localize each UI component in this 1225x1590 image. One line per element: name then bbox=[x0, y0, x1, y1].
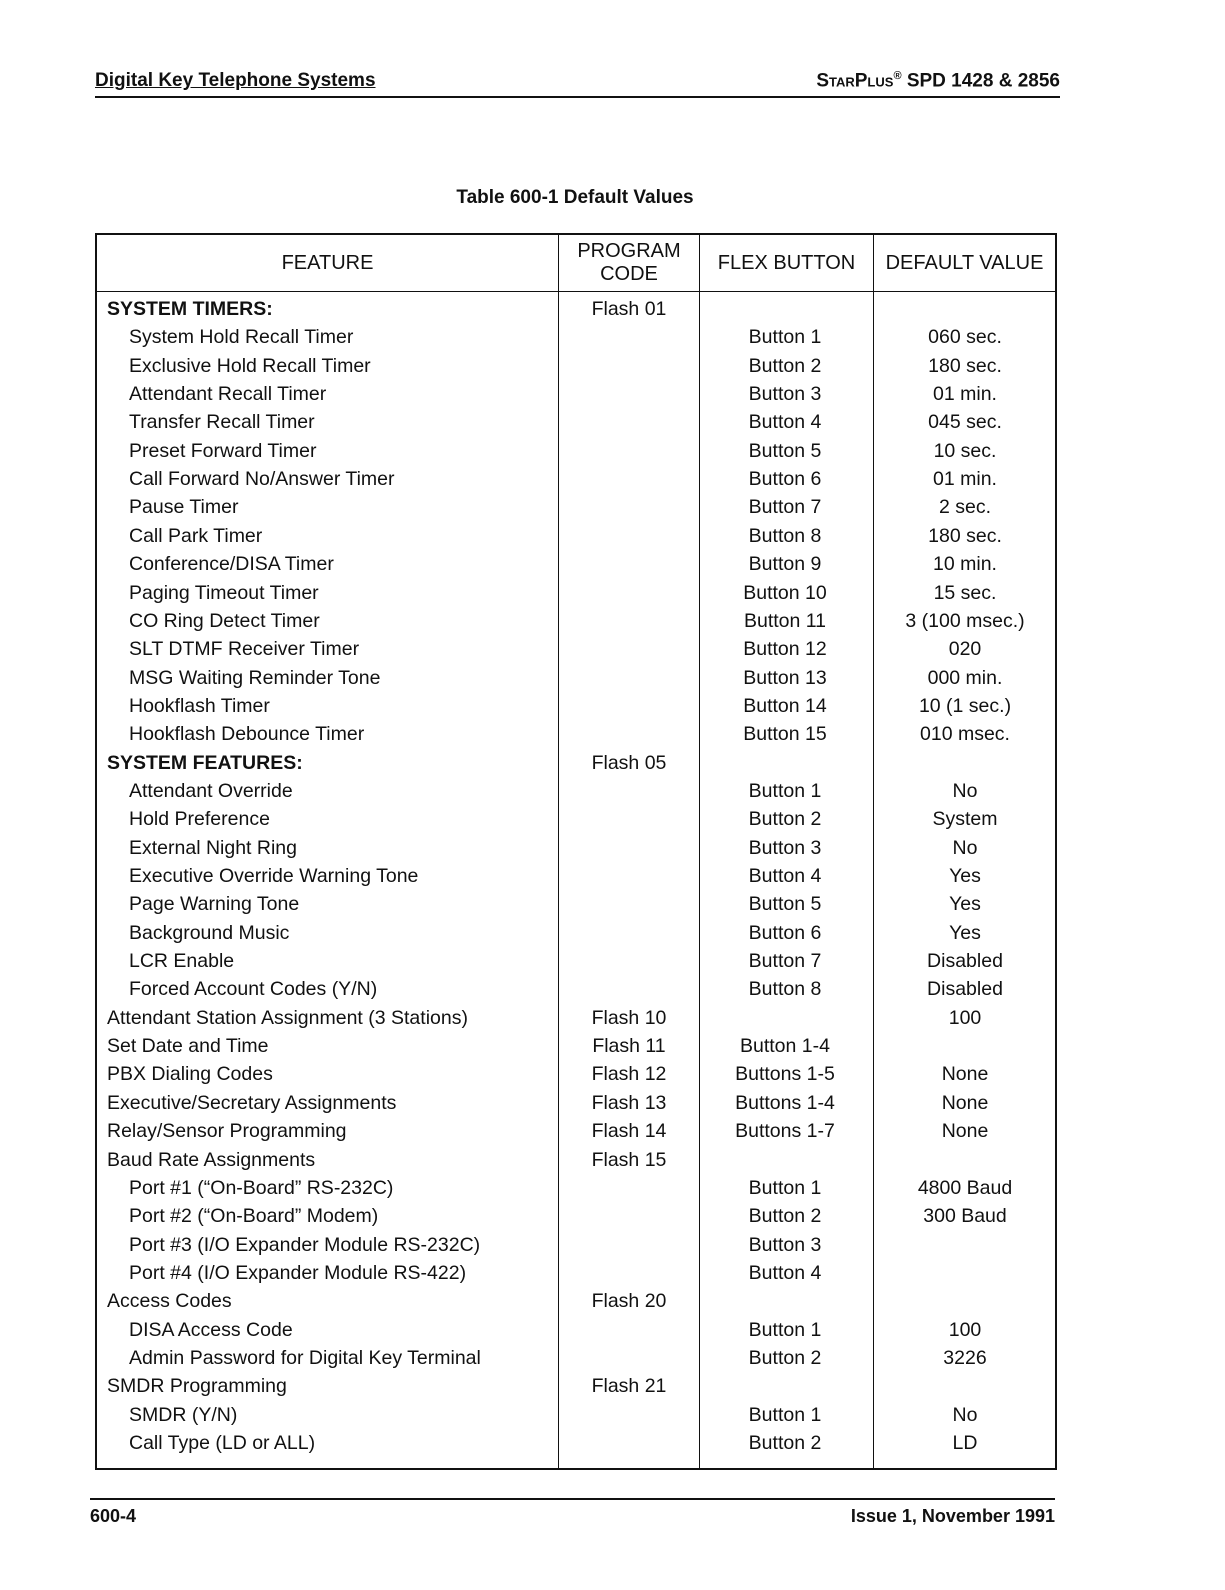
feature-cell: DISA Access Code bbox=[129, 1318, 293, 1341]
flex-button-cell: Buttons 1-5 bbox=[735, 1063, 835, 1086]
feature-cell: Set Date and Time bbox=[107, 1035, 269, 1058]
flex-button-cell: Button 1 bbox=[748, 1403, 822, 1426]
default-value-cell: Yes bbox=[949, 921, 981, 944]
feature-cell: Call Type (LD or ALL) bbox=[129, 1432, 316, 1454]
default-value-cell: 100 bbox=[948, 1318, 982, 1341]
header-flex-button: FLEX BUTTON bbox=[717, 251, 856, 274]
table-row bbox=[97, 1202, 1055, 1230]
table-row bbox=[97, 607, 1055, 635]
table-row bbox=[97, 777, 1055, 805]
table-row bbox=[97, 493, 1055, 521]
table-row bbox=[97, 550, 1055, 578]
table-row bbox=[97, 805, 1055, 833]
default-value-cell: 01 min. bbox=[933, 383, 997, 406]
header-program-code-line2: CODE bbox=[600, 263, 658, 285]
flex-button-cell: Button 13 bbox=[743, 666, 827, 689]
flex-button-cell: Button 6 bbox=[748, 468, 822, 491]
header-divider bbox=[97, 291, 1055, 292]
flex-button-cell: Button 12 bbox=[743, 638, 827, 661]
feature-cell: SMDR Programming bbox=[107, 1375, 287, 1398]
table-row bbox=[97, 1287, 1055, 1315]
flex-button-cell: Button 8 bbox=[748, 524, 822, 547]
default-value-cell: 10 (1 sec.) bbox=[918, 694, 1012, 717]
feature-cell: Access Codes bbox=[107, 1290, 232, 1313]
table-row bbox=[97, 664, 1055, 692]
program-code-cell: Flash 12 bbox=[591, 1063, 667, 1086]
flex-button-cell: Button 2 bbox=[748, 354, 822, 377]
feature-cell: SYSTEM TIMERS: bbox=[107, 298, 273, 320]
feature-cell: System Hold Recall Timer bbox=[129, 326, 354, 349]
program-code-cell: Flash 15 bbox=[591, 1148, 667, 1171]
page-footer bbox=[90, 1498, 1055, 1530]
default-value-cell: 045 sec. bbox=[928, 411, 1002, 434]
flex-button-cell: Buttons 1-4 bbox=[735, 1091, 835, 1114]
table-row bbox=[97, 1004, 1055, 1032]
flex-button-cell: Button 4 bbox=[748, 1261, 822, 1284]
default-value-cell: 3226 bbox=[943, 1346, 987, 1369]
feature-cell: Baud Rate Assignments bbox=[107, 1148, 316, 1171]
table-row bbox=[97, 579, 1055, 607]
table-row bbox=[97, 437, 1055, 465]
default-value-cell: 3 (100 msec.) bbox=[905, 609, 1025, 632]
feature-cell: Executive/Secretary Assignments bbox=[107, 1091, 397, 1114]
table-row bbox=[97, 720, 1055, 748]
default-value-cell: 10 min. bbox=[933, 553, 997, 576]
table-row bbox=[97, 1429, 1055, 1457]
flex-button-cell: Button 7 bbox=[748, 496, 822, 519]
flex-button-cell: Button 2 bbox=[748, 1346, 822, 1369]
default-value-cell: LD bbox=[952, 1432, 978, 1454]
table-row bbox=[97, 1089, 1055, 1117]
flex-button-cell: Button 2 bbox=[748, 808, 822, 831]
flex-button-cell: Button 10 bbox=[743, 581, 827, 604]
table-row bbox=[97, 465, 1055, 493]
program-code-cell: Flash 10 bbox=[591, 1006, 667, 1029]
default-value-cell: 000 min. bbox=[927, 666, 1003, 689]
default-value-cell: 01 min. bbox=[933, 468, 997, 491]
feature-cell: LCR Enable bbox=[129, 950, 235, 973]
flex-button-cell: Button 5 bbox=[748, 893, 822, 916]
table-row bbox=[97, 635, 1055, 663]
default-value-cell: 100 bbox=[948, 1006, 982, 1029]
page-header bbox=[95, 70, 1060, 98]
flex-button-cell: Button 1-4 bbox=[740, 1035, 830, 1058]
flex-button-cell: Button 4 bbox=[748, 411, 822, 434]
feature-cell: CO Ring Detect Timer bbox=[129, 609, 320, 632]
program-code-cell: Flash 05 bbox=[591, 751, 667, 774]
default-value-cell: None bbox=[941, 1063, 989, 1086]
flex-button-cell: Button 1 bbox=[748, 1318, 822, 1341]
feature-cell: SYSTEM FEATURES: bbox=[107, 751, 303, 774]
feature-cell: Admin Password for Digital Key Terminal bbox=[129, 1346, 481, 1369]
table-row bbox=[97, 1401, 1055, 1429]
feature-cell: Transfer Recall Timer bbox=[129, 411, 315, 434]
flex-button-cell: Button 2 bbox=[748, 1205, 822, 1228]
flex-button-cell: Button 3 bbox=[748, 383, 822, 406]
feature-cell: MSG Waiting Reminder Tone bbox=[129, 666, 381, 689]
feature-cell: Port #2 (“On-Board” Modem) bbox=[129, 1205, 379, 1228]
feature-cell: Attendant Station Assignment (3 Stations) bbox=[107, 1006, 468, 1029]
table-row bbox=[97, 1060, 1055, 1088]
flex-button-cell: Buttons 1-7 bbox=[735, 1120, 835, 1143]
flex-button-cell: Button 1 bbox=[748, 326, 822, 349]
feature-cell: Exclusive Hold Recall Timer bbox=[129, 354, 371, 377]
default-value-cell: 180 sec. bbox=[928, 524, 1002, 547]
table-row bbox=[97, 692, 1055, 720]
flex-button-cell: Button 3 bbox=[748, 836, 822, 859]
table-row bbox=[97, 1316, 1055, 1344]
header-model: SPD 1428 & 2856 bbox=[906, 70, 1060, 92]
table-caption: Table 600-1 Default Values bbox=[456, 187, 694, 208]
table-row bbox=[97, 834, 1055, 862]
program-code-cell: Flash 01 bbox=[591, 298, 667, 320]
default-value-cell: 300 Baud bbox=[923, 1205, 1007, 1228]
header-feature: FEATURE bbox=[281, 251, 374, 274]
feature-cell: Conference/DISA Timer bbox=[129, 553, 334, 576]
default-value-cell: Yes bbox=[949, 893, 981, 916]
table-row bbox=[97, 1231, 1055, 1259]
default-value-cell: 10 sec. bbox=[933, 439, 997, 462]
feature-cell: PBX Dialing Codes bbox=[107, 1063, 273, 1086]
table-row bbox=[97, 295, 1055, 323]
feature-cell: Paging Timeout Timer bbox=[129, 581, 319, 604]
default-value-cell: 020 bbox=[948, 638, 982, 661]
program-code-cell: Flash 20 bbox=[591, 1290, 667, 1313]
default-value-cell: 060 sec. bbox=[928, 326, 1002, 349]
table-row bbox=[97, 352, 1055, 380]
flex-button-cell: Button 8 bbox=[748, 978, 822, 1001]
table-row bbox=[97, 408, 1055, 436]
feature-cell: External Night Ring bbox=[129, 836, 297, 859]
flex-button-cell: Button 9 bbox=[748, 553, 822, 576]
header-product bbox=[816, 70, 1060, 92]
flex-button-cell: Button 1 bbox=[748, 1176, 822, 1199]
feature-cell: Relay/Sensor Programming bbox=[107, 1120, 347, 1143]
table-row bbox=[97, 323, 1055, 351]
feature-cell: Attendant Override bbox=[129, 779, 293, 802]
header-program-code-line1: PROGRAM bbox=[577, 240, 681, 262]
feature-cell: Hookflash Debounce Timer bbox=[129, 723, 365, 746]
program-code-cell: Flash 14 bbox=[591, 1120, 667, 1143]
flex-button-cell: Button 11 bbox=[743, 609, 827, 632]
table-row bbox=[97, 1344, 1055, 1372]
table-row bbox=[97, 919, 1055, 947]
flex-button-cell: Button 3 bbox=[748, 1233, 822, 1256]
table-row bbox=[97, 890, 1055, 918]
table-row bbox=[97, 1032, 1055, 1060]
default-value-cell: None bbox=[941, 1120, 989, 1143]
flex-button-cell: Button 7 bbox=[748, 950, 822, 973]
header-program-code bbox=[559, 235, 699, 291]
feature-cell: SMDR (Y/N) bbox=[129, 1403, 238, 1426]
program-code-cell: Flash 21 bbox=[591, 1375, 667, 1398]
program-code-cell: Flash 11 bbox=[592, 1035, 666, 1058]
default-value-cell: 010 msec. bbox=[920, 723, 1010, 746]
default-value-cell: 15 sec. bbox=[933, 581, 997, 604]
default-value-cell: 180 sec. bbox=[928, 354, 1002, 377]
flex-button-cell: Button 15 bbox=[743, 723, 827, 746]
table-row bbox=[97, 1117, 1055, 1145]
table-row bbox=[97, 862, 1055, 890]
table-row bbox=[97, 1259, 1055, 1287]
flex-button-cell: Button 1 bbox=[748, 779, 822, 802]
feature-cell: Pause Timer bbox=[129, 496, 239, 519]
table-row bbox=[97, 1174, 1055, 1202]
flex-button-cell: Button 6 bbox=[748, 921, 822, 944]
default-value-cell: None bbox=[941, 1091, 989, 1114]
feature-cell: Call Forward No/Answer Timer bbox=[129, 468, 395, 491]
flex-button-cell: Button 14 bbox=[743, 694, 827, 717]
default-value-cell: Yes bbox=[949, 865, 981, 887]
flex-button-cell: Button 2 bbox=[748, 1432, 822, 1454]
table-row bbox=[97, 947, 1055, 975]
feature-cell: Hold Preference bbox=[129, 808, 270, 831]
default-value-cell: No bbox=[952, 1403, 978, 1426]
default-value-cell: No bbox=[952, 779, 978, 802]
feature-cell: Preset Forward Timer bbox=[129, 439, 317, 462]
default-values-table bbox=[95, 233, 1057, 1470]
default-value-cell: Disabled bbox=[927, 978, 1003, 1001]
header-brand: StarPlus bbox=[816, 70, 894, 92]
table-row bbox=[97, 1146, 1055, 1174]
table-row bbox=[97, 522, 1055, 550]
feature-cell: Attendant Recall Timer bbox=[129, 383, 327, 406]
table-row bbox=[97, 749, 1055, 777]
table-row bbox=[97, 380, 1055, 408]
header-default-value: DEFAULT VALUE bbox=[885, 251, 1044, 274]
default-value-cell: Disabled bbox=[927, 950, 1003, 973]
feature-cell: Port #3 (I/O Expander Module RS-232C) bbox=[129, 1233, 481, 1256]
flex-button-cell: Button 4 bbox=[748, 865, 822, 887]
feature-cell: Executive Override Warning Tone bbox=[129, 865, 419, 887]
registered-mark: ® bbox=[893, 70, 902, 82]
header-title: Digital Key Telephone Systems bbox=[95, 70, 376, 91]
issue-date: Issue 1, November 1991 bbox=[850, 1506, 1055, 1526]
flex-button-cell: Button 5 bbox=[748, 439, 822, 462]
feature-cell: Forced Account Codes (Y/N) bbox=[129, 978, 378, 1001]
feature-cell: Port #1 (“On-Board” RS-232C) bbox=[129, 1176, 394, 1199]
table-row bbox=[97, 1372, 1055, 1400]
program-code-cell: Flash 13 bbox=[591, 1091, 667, 1114]
page-number: 600-4 bbox=[90, 1506, 137, 1526]
feature-cell: Page Warning Tone bbox=[129, 893, 300, 916]
feature-cell: Call Park Timer bbox=[129, 524, 263, 547]
default-value-cell: System bbox=[932, 808, 998, 831]
feature-cell: Hookflash Timer bbox=[129, 694, 270, 717]
default-value-cell: No bbox=[952, 836, 978, 859]
feature-cell: Port #4 (I/O Expander Module RS-422) bbox=[129, 1261, 467, 1284]
default-value-cell: 2 sec. bbox=[938, 496, 992, 519]
default-value-cell: 4800 Baud bbox=[917, 1176, 1013, 1199]
table-row bbox=[97, 975, 1055, 1003]
feature-cell: SLT DTMF Receiver Timer bbox=[129, 638, 360, 661]
feature-cell: Background Music bbox=[129, 921, 290, 944]
